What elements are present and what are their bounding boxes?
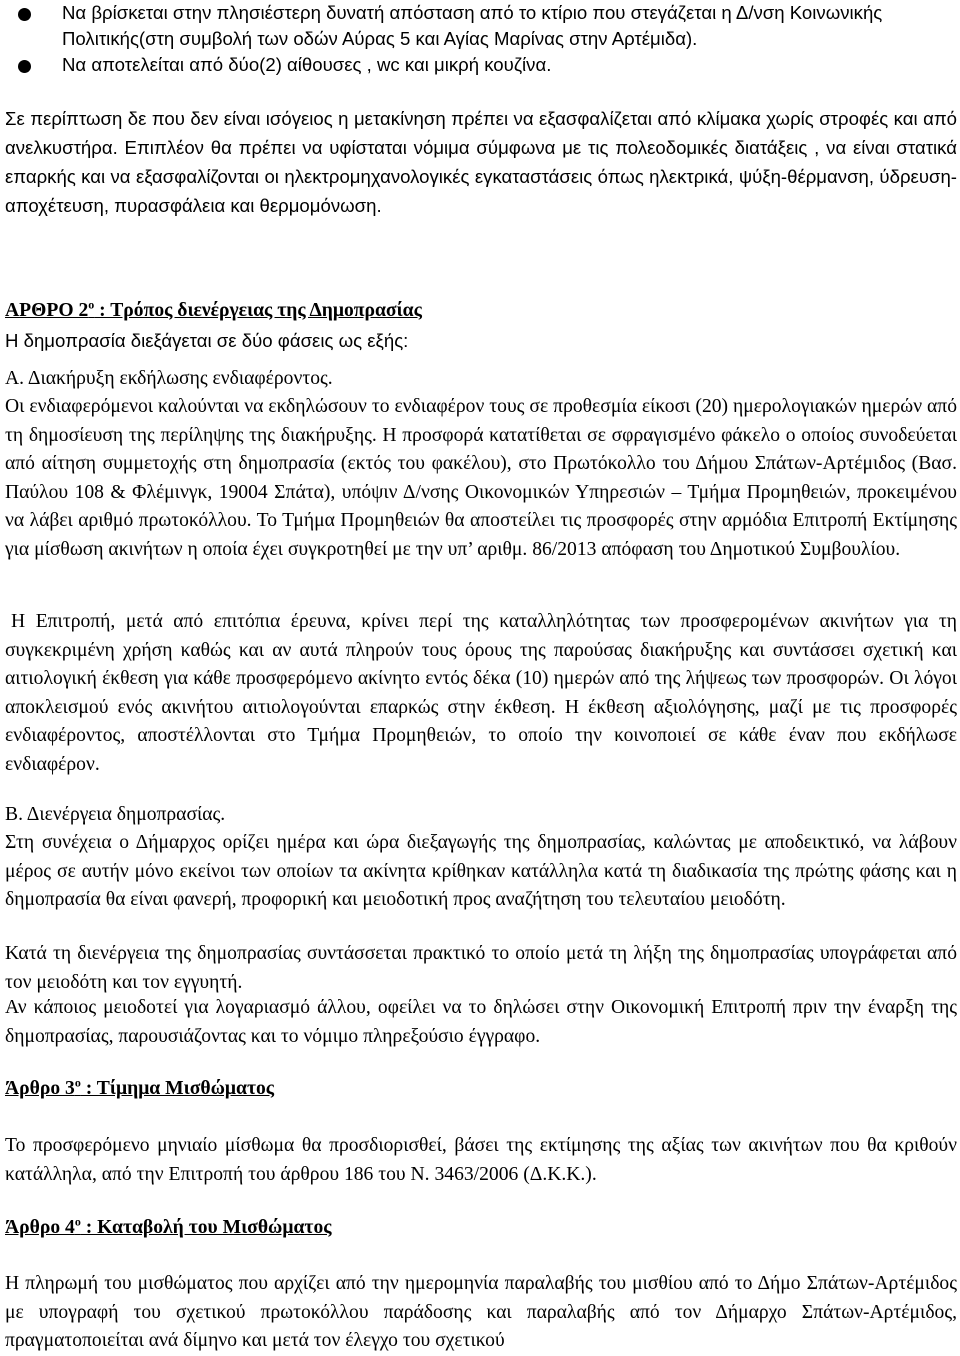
phase-b-paragraph-1: Στη συνέχεια ο Δήμαρχος ορίζει ημέρα και ώρα διεξαγωγής της δημοπρασίας, καλώντας με αποδεικτικό, να λάβουν μέρος σε αυτήν μόνο εκείνοι των οποίων τα ακίνητα κρίθηκαν κατάλληλα κατά τη διαδικασία της πρώτης φάσης και η δημοπρασία θα είναι φανερή, προφορική και μειοδοτική προς αναζήτηση του τελευταίου μειοδότη. — [5, 832, 957, 911]
article-2-heading-sup: ο — [88, 297, 95, 312]
article-4-heading-text: Άρθρο 4 — [5, 1217, 75, 1238]
article-4-text: Η πληρωμή του μισθώματος που αρχίζει από την ημερομηνία παραλαβής του μισθίου από το Δήμο Σπάτων-Αρτέμιδος με υπογραφή του σχετικού πρωτοκόλλου παράδοσης και παραλαβής από τον Δήμαρχο Σπάτων-Αρτέμιδος, πραγματοποιείται ανά δίμηνο και μετά τον έλεγχο του σχετικού — [5, 1273, 957, 1352]
bullet-text: Να αποτελείται από δύο(2) αίθουσες , wc και μικρή κουζίνα. — [62, 54, 552, 75]
phase-a-title: Α. Διακήρυξη εκδήλωσης ενδιαφέροντος. — [5, 368, 333, 389]
phase-b-paragraph-3: Αν κάποιος μειοδοτεί για λογαριασμό άλλου, οφείλει να το δηλώσει στην Οικονομική Επιτροπή πριν την έναρξη της δημοπρασίας, παρουσιάζοντας και το νόμιμο πληρεξούσιο έγγραφο. — [5, 997, 957, 1047]
phase-b-paragraph-2: Κατά τη διενέργεια της δημοπρασίας συντάσσεται πρακτικό το οποίο μετά τη λήξη της δημοπρασίας υπογράφεται από τον μειοδότη και τον εγγυητή. — [5, 943, 957, 993]
article-2-heading-title: : Τρόπος διενέργειας της Δημοπρασίας — [94, 300, 422, 321]
article-4-heading-title: : Καταβολή του Μισθώματος — [80, 1217, 332, 1238]
bullet-item — [18, 0, 948, 52]
bullet-dot-icon — [18, 8, 31, 21]
bullet-text: Να βρίσκεται στην πλησιέστερη δυνατή απόσταση από το κτίριο που στεγάζεται η Δ/νση Κοινωνικής Πολιτικής(στη συμβολή των οδών Αύρας 5 και Αγίας Μαρίνας στην Αρτέμιδα). — [62, 2, 883, 49]
article-3-heading-sup: ο — [74, 1075, 81, 1090]
article-3-text: Το προσφερόμενο μηνιαίο μίσθωμα θα προσδιορισθεί, βάσει της εκτίμησης της αξίας των ακινήτων που θα κριθούν κατάλληλα, από την Επιτροπή του άρθρου 186 του Ν. 3463/2006 (Δ.Κ.Κ.). — [5, 1135, 957, 1185]
paragraph-building-requirements: Σε περίπτωση δε που δεν είναι ισόγειος η μετακίνηση πρέπει να εξασφαλίζεται από κλίμακα χωρίς στροφές και από ανελκυστήρα. Επιπλέον θα πρέπει να υφίσταται νόμιμα σύμφωνα με τις πολεοδομικές διατάξεις , να είναι στατικά επαρκής και να εξασφαλίζονται οι ηλεκτρομηχανολογικές εγκαταστάσεις όπως ηλεκτρικά, ψύξη-θέρμανση, ύδρευση-αποχέτευση, πυρασφάλεια και θερμομόνωση. — [5, 108, 957, 216]
article-2-heading — [5, 298, 957, 325]
article-3-heading-text: Άρθρο 3 — [5, 1078, 75, 1099]
bullet-dot-icon — [18, 60, 31, 73]
article-2-intro: Η δημοπρασία διεξάγεται σε δύο φάσεις ως εξής: — [5, 330, 409, 351]
bullet-item — [18, 52, 948, 78]
article-3-heading-title: : Τίμημα Μισθώματος — [80, 1078, 275, 1099]
phase-a-paragraph-1: Οι ενδιαφερόμενοι καλούνται να εκδηλώσουν το ενδιαφέρον τους σε προθεσμία είκοσι (20) ημερολογιακών ημερών από τη δημοσίευση της περίληψης της διακήρυξης. Η προσφορά κατατίθεται σε σφραγισμένο φάκελο ο οποίος συνοδεύεται από αίτηση συμμετοχής στη δημοπρασία (εκτός του φακέλου), στο Πρωτόκολλο του Δήμου Σπάτων-Αρτέμιδος (Βασ. Παύλου 108 & Φλέμινγκ, 19004 Σπάτα), υπόψιν Δ/νσης Οικονομικών Υπηρεσιών – Τμήμα Προμηθειών, προκειμένου να λάβει αριθμό πρωτοκόλλου. Το Τμήμα Προμηθειών θα αποστείλει τις προσφορές στην αρμόδια Επιτροπή Εκτίμησης για μίσθωση ακινήτων η οποία έχει συγκροτηθεί με την υπ’ αριθμ. 86/2013 απόφαση του Δημοτικού Συμβουλίου. — [5, 396, 957, 560]
article-2-heading-text: ΑΡΘΡΟ 2 — [5, 300, 89, 321]
phase-b-title: Β. Διενέργεια δημοπρασίας. — [5, 804, 226, 825]
article-4-heading — [5, 1215, 957, 1242]
article-3-heading — [5, 1076, 957, 1103]
phase-a-paragraph-2: Η Επιτροπή, μετά από επιτόπια έρευνα, κρίνει περί της καταλληλότητας των προσφερομένων ακινήτων για τη συγκεκριμένη χρήση καθώς και αν αυτά πληρούν τους όρους της παρούσας διακήρυξης και συντάσσει σχετική και αιτιολογική έκθεση για κάθε προσφερόμενο ακίνητο εντός δέκα (10) ημερών από της λήψεως των προσφορών. Οι λόγοι αποκλεισμού ενός ακινήτου αιτιολογούνται επαρκώς στην έκθεση. Η έκθεση αξιολόγησης, μαζί με τις προσφορές ενδιαφέροντος, αποστέλλονται στο Τμήμα Προμηθειών, το οποίο την κοινοποιεί σε κάθε έναν που εκδήλωσε ενδιαφέρον. — [5, 611, 957, 775]
article-4-heading-sup: ο — [74, 1214, 81, 1229]
